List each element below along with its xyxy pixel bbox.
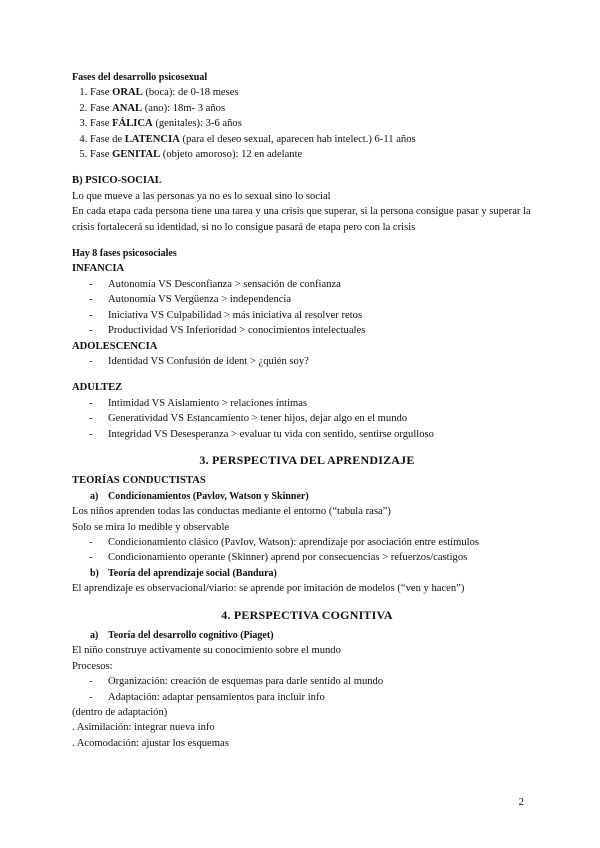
psychosocial-phases-heading: Hay 8 fases psicosociales <box>72 248 177 260</box>
accommodation-line: . Acomodación: ajustar los esquemas <box>72 737 229 749</box>
phase-prefix: Fase de <box>90 133 125 145</box>
list-item: - Identidad VS Confusión de ident > ¿quién soy? <box>72 354 542 369</box>
list-item: - Iniciativa VS Culpabilidad > más iniciativa al resolver retos <box>72 308 542 323</box>
psychosexual-heading: Fases del desarrollo psicosexual <box>72 72 208 83</box>
subheading-marker: a) <box>90 490 99 502</box>
phase-detail: (genitales): 3-6 años <box>152 118 242 130</box>
phase-detail: (boca): de 0-18 meses <box>142 87 239 99</box>
list-item <box>90 101 542 116</box>
piaget-process-list <box>72 674 542 705</box>
piaget-line-2: Procesos: <box>72 660 113 672</box>
psychosocial-heading: B) PSICO-SOCIAL <box>72 175 162 187</box>
phase-detail: (objeto amoroso): 12 en adelante <box>160 149 303 161</box>
adultez-heading: ADULTEZ <box>72 382 123 394</box>
cognitive-section-title: 4. PERSPECTIVA COGNITIVA <box>221 607 393 622</box>
subheading-text: Teoría del desarrollo cognitivo (Piaget) <box>108 630 274 641</box>
subheading-marker: b) <box>90 567 99 579</box>
list-item: - Generatividad VS Estancamiento > tener hijos, dejar algo en el mundo <box>72 411 542 426</box>
phase-name: ANAL <box>112 102 143 114</box>
list-item: - Autonomía VS Vergüenza > independencia <box>72 292 542 307</box>
subheading-text: Condicionamientos (Pavlov, Watson y Skinner) <box>108 490 309 502</box>
list-item: - Productividad VS Inferioridad > conocimientos intelectuales <box>72 323 542 338</box>
phase-prefix: Fase <box>90 149 113 161</box>
psychosocial-intro: Lo que mueve a las personas ya no es lo sexual sino lo social <box>72 190 331 202</box>
phase-prefix: Fase <box>90 118 113 130</box>
learning-section-title: 3. PERSPECTIVA DEL APRENDIZAJE <box>199 452 415 467</box>
phase-name: ORAL <box>112 87 143 99</box>
list-item <box>90 147 542 162</box>
conditioning-subheading <box>72 489 542 504</box>
document-page <box>72 70 542 751</box>
infancia-list <box>72 277 542 339</box>
list-item: - Autonomía VS Desconfianza > sensación de confianza <box>72 277 542 292</box>
behaviorist-heading: TEORÍAS CONDUCTISTAS <box>72 475 206 487</box>
phase-name: GENITAL <box>112 149 161 161</box>
adaptation-note: (dentro de adaptación) <box>72 707 168 719</box>
phase-detail: (ano): 18m- 3 años <box>142 102 226 114</box>
list-item: - Intimidad VS Aislamiento > relaciones íntimas <box>72 396 542 411</box>
adolescencia-heading: ADOLESCENCIA <box>72 340 158 352</box>
subheading-text: Teoría del aprendizaje social (Bandura) <box>108 567 277 579</box>
piaget-subheading <box>72 628 542 643</box>
psychosexual-phase-list <box>72 85 542 162</box>
list-item: - Condicionamiento operante (Skinner) aprend por consecuencias > refuerzos/castigos <box>72 550 542 565</box>
list-item: - Integridad VS Desesperanza > evaluar tu vida con sentido, sentirse orgulloso <box>72 427 542 442</box>
subheading-marker: a) <box>90 630 99 641</box>
list-item <box>90 116 542 131</box>
phase-prefix: Fase <box>90 102 113 114</box>
infancia-heading: INFANCIA <box>72 263 125 275</box>
list-item <box>90 132 542 147</box>
conditioning-line-1: Los niños aprenden todas las conductas mediante el entorno (“tabula rasa”) <box>72 506 391 518</box>
phase-name: LATENCIA <box>124 133 180 145</box>
conditioning-line-2: Solo se mira lo medible y observable <box>72 521 230 533</box>
social-learning-line: El aprendizaje es observacional/viario: se aprende por imitación de modelos (“ven y hacen”) <box>72 583 465 595</box>
adultez-list <box>72 396 542 442</box>
piaget-line-1: El niño construye activamente su conocimiento sobre el mundo <box>72 645 341 657</box>
adolescencia-list <box>72 354 542 369</box>
list-item <box>90 85 542 100</box>
psychosocial-paragraph: En cada etapa cada persona tiene una tarea y una crisis que superar, si la persona consigue pasar y superar la crisis fortalecerá su identidad, si no lo consigue pasará de etapa pero con la crisis <box>72 206 531 233</box>
list-item: - Organización: creación de esquemas para darle sentido al mundo <box>72 674 542 689</box>
social-learning-subheading <box>72 566 542 581</box>
page-number: 2 <box>518 796 524 808</box>
phase-detail: (para el deseo sexual, aparecen hab intelect.) 6-11 años <box>179 133 416 145</box>
phase-name: FÁLICA <box>112 118 153 130</box>
phase-prefix: Fase <box>90 87 113 99</box>
assimilation-line: . Asimilación: integrar nueva info <box>72 722 215 734</box>
list-item: - Condicionamiento clásico (Pavlov, Watson): aprendizaje por asociación entre estímulos <box>72 535 542 550</box>
list-item: - Adaptación: adaptar pensamientos para incluir info <box>72 690 542 705</box>
conditioning-list <box>72 535 542 566</box>
